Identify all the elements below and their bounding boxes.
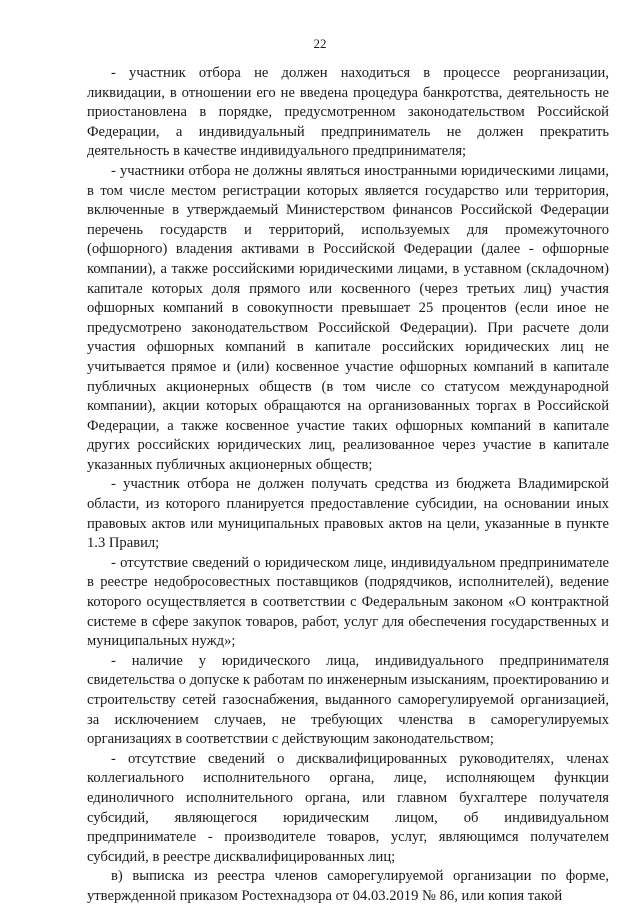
page-number: 22 [313, 36, 327, 51]
paragraph-sro-certificate: - наличие у юридического лица, индивидуального предпринимателя свидетельства о допуске к работам по инженерным изысканиям, проектированию и строительству сетей газоснабжения, выданного саморегулируемой организацией, за исключением случаев, не требующих членства в саморегулируемых организациях в соответствии с действующим законодательством; [87, 652, 609, 748]
paragraph-disqualified-persons: - отсутствие сведений о дисквалифицированных руководителях, членах коллегиального исполнительного органа, лице, исполняющем функции единоличного исполнительного органа, или главном бухгалтере получателя субсидий, являющегося юридическим лицом, об индивидуальном предпринимателе - производителе товаров, услуг, являющимся получателем субсидий, в реестре дисквалифицированных лиц; [87, 750, 609, 865]
document-body [87, 64, 609, 907]
paragraph-sro-extract: в) выписка из реестра членов саморегулируемой организации по форме, утвержденной приказом Ростехнадзора от 04.03.2019 № 86, или копия такой [87, 868, 609, 904]
paragraph-budget-funds: - участник отбора не должен получать средства из бюджета Владимирской области, из которого планируется предоставление субсидии, на основании иных правовых актов или муниципальных правовых актов на цели, указанные в пункте 1.3 Правил; [87, 476, 609, 552]
paragraph-offshore: - участники отбора не должны являться иностранными юридическими лицами, в том числе местом регистрации которых является государство или территория, включенные в утверждаемый Министерством финансов Российской Федерации перечень государств и территорий, используемых для промежуточного (офшорного) владения активами в Российской Федерации (далее - офшорные компании), а также российскими юридическими лицами, в уставном (складочном) капитале которых доля прямого или косвенного (через третьих лиц) участия офшорных компаний в совокупности превышает 25 процентов (если иное не предусмотрено законодательством Российской Федерации). При расчете доли участия офшорных компаний в капитале российских юридических лиц не учитывается прямое и (или) косвенное участие офшорных компаний в капитале публичных акционерных обществ (в том числе со статусом международной компании), акции которых обращаются на организованных торгах в Российской Федерации, а также косвенное участие таких офшорных компаний в капитале других российских юридических лиц, реализованное через участие в капитале указанных публичных акционерных обществ; [87, 162, 609, 473]
paragraph-unfair-suppliers: - отсутствие сведений о юридическом лице, индивидуальном предпринимателе в реестре недобросовестных поставщиков (подрядчиков, исполнителей), ведение которого осуществляется в соответствии с Федеральным законом «О контрактной системе в сфере закупок товаров, работ, услуг для обеспечения государственных и муниципальных нужд»; [87, 554, 609, 650]
paragraph-reorganization: - участник отбора не должен находиться в процессе реорганизации, ликвидации, в отношении его не введена процедура банкротства, деятельность не приостановлена в порядке, предусмотренном законодательством Российской Федерации, а индивидуальный предприниматель не должен прекратить деятельность в качестве индивидуального предпринимателя; [87, 65, 609, 160]
